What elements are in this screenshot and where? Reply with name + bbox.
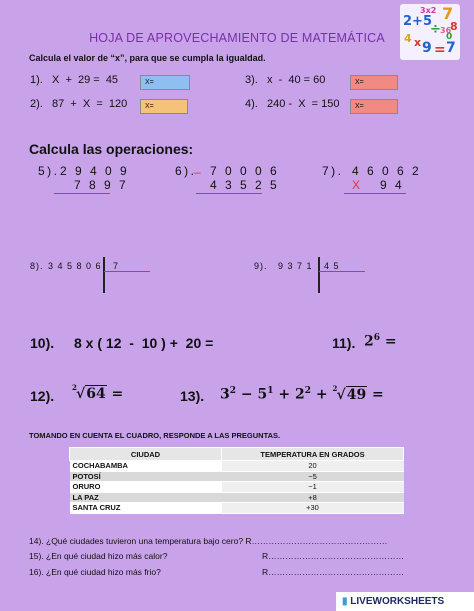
- temp-cell: 20: [222, 461, 404, 472]
- equation-4: 4). 240 - X = 150: [245, 98, 340, 110]
- ex-11-base: 2: [364, 333, 374, 350]
- op-6-number: 6).: [175, 164, 197, 178]
- minus-sign: _: [194, 160, 204, 174]
- ex-13-exp-2: 1: [267, 386, 274, 396]
- logo-glyph: x: [414, 36, 422, 49]
- city-cell: COCHABAMBA: [70, 461, 222, 472]
- div-8-divisor-line: [104, 271, 150, 272]
- op-5-result-line: [54, 193, 110, 194]
- liveworksheets-icon: ▮: [342, 596, 348, 607]
- answer-15[interactable]: R…………………………………………: [262, 551, 405, 561]
- temp-cell: +8: [222, 492, 404, 503]
- ex-13-op-3: +: [311, 386, 333, 403]
- question-14[interactable]: 14). ¿Qué ciudades tuvieron una temperatura bajo cero? R…………………………………………: [29, 536, 388, 546]
- ex-13-base-3: 2: [295, 386, 305, 403]
- equation-2: 2). 87 + X = 120: [30, 98, 128, 110]
- ex-10-expression: 8 x ( 12 - 10 ) + 20 =: [74, 335, 214, 351]
- ex-13-equals: =: [367, 386, 384, 403]
- operations-heading: Calcula las operaciones:: [29, 141, 194, 157]
- answer-box-1[interactable]: X=: [140, 75, 190, 90]
- op-7-result-line: [344, 193, 406, 194]
- logo-glyph: 4: [404, 32, 412, 45]
- answer-box-3[interactable]: X=: [350, 75, 398, 90]
- div-9-number: 9).: [254, 261, 268, 271]
- op-7-bottom: 9 4: [380, 178, 405, 192]
- div-8-bracket: [103, 257, 105, 293]
- div-8-divisor: 7: [113, 261, 120, 271]
- div-9-divisor: 4 5: [324, 261, 340, 271]
- ex-13-root: [332, 383, 368, 403]
- col-header-temp: TEMPERATURA EN GRADOS: [222, 448, 404, 461]
- question-16: 16). ¿En qué ciudad hizo más frio?: [29, 567, 161, 577]
- ex-13-expression: [220, 383, 384, 403]
- answer-box-2[interactable]: X=: [140, 99, 188, 114]
- op-5-top: 2 9 4 0 9: [60, 164, 130, 178]
- temperature-table: [69, 447, 404, 514]
- ex-13-base-1: 3: [220, 386, 230, 403]
- equation-3: 3). x - 40 = 60: [245, 74, 326, 86]
- div-9-divisor-line: [319, 271, 365, 272]
- ex-11-expression: [364, 333, 397, 350]
- div-8-dividend: 3 4 5 8 0 6: [48, 261, 102, 271]
- ex-13-label: 13).: [180, 388, 205, 404]
- logo-glyph: 3x2: [420, 6, 437, 15]
- ex-13-exp-1: 2: [229, 386, 237, 396]
- logo-glyph: 7: [442, 4, 454, 23]
- op-6-result-line: [196, 193, 262, 194]
- div-9-dividend: 9 3 7 1: [278, 261, 313, 271]
- ex-11-equals: =: [380, 333, 397, 350]
- ex-10-label: 10).: [30, 335, 55, 351]
- logo-glyph: 8: [450, 20, 458, 33]
- temp-cell: +30: [222, 503, 404, 514]
- table-row: [70, 492, 404, 503]
- answer-box-4[interactable]: X=: [350, 99, 398, 114]
- radical-icon: √: [76, 386, 86, 402]
- logo-glyph: =: [434, 42, 446, 58]
- multiply-sign: X: [352, 178, 363, 192]
- table-row: [70, 482, 404, 493]
- page-title: HOJA DE APROVECHAMIENTO DE MATEMÁTICA: [89, 31, 385, 45]
- op-6-bottom: 4 3 5 2 5: [210, 178, 280, 192]
- table-row: [70, 461, 404, 472]
- ex-11-exponent: 6: [373, 333, 381, 343]
- question-15: 15). ¿En qué ciudad hizo más calor?: [29, 551, 168, 561]
- op-7-top: 4 6 0 6 2: [352, 164, 422, 178]
- ex-11-label: 11).: [332, 335, 356, 351]
- ex-12-equals: =: [106, 386, 124, 402]
- col-header-city: CIUDAD: [70, 448, 222, 461]
- ex-13-root-index: 2: [332, 383, 338, 393]
- ex-12-root: [72, 383, 107, 402]
- op-7-number: 7).: [322, 164, 344, 178]
- ex-12-root-index: 2: [72, 383, 77, 392]
- ex-13-op-1: −: [236, 386, 258, 403]
- table-row: [70, 471, 404, 482]
- div-8-number: 8).: [30, 261, 44, 271]
- city-cell: SANTA CRUZ: [70, 503, 222, 514]
- ex-13-radicand: 49: [346, 386, 367, 403]
- div-9-bracket: [318, 257, 320, 293]
- table-instruction: TOMANDO EN CUENTA EL CUADRO, RESPONDE A LAS PREGUNTAS.: [29, 431, 281, 440]
- logo-glyph: ÷: [430, 22, 441, 37]
- city-cell: POTOSÍ: [70, 471, 222, 482]
- ex-13-base-2: 5: [257, 386, 268, 403]
- op-6-top: 7 0 0 0 6: [210, 164, 280, 178]
- logo-glyph: 7: [446, 40, 456, 56]
- op-5-number: 5).: [38, 164, 60, 178]
- radical-icon: √: [336, 386, 346, 403]
- ex-12-radicand: 64: [86, 386, 106, 402]
- ex-12-expression: [72, 383, 124, 402]
- city-cell: LA PAZ: [70, 492, 222, 503]
- temp-cell: −1: [222, 482, 404, 493]
- equation-1: 1). X + 29 = 45: [30, 74, 119, 86]
- city-cell: ORURO: [70, 482, 222, 493]
- ex-13-exp-3: 2: [304, 386, 312, 396]
- ex-12-label: 12).: [30, 388, 55, 404]
- temp-cell: −5: [222, 471, 404, 482]
- section1-instruction: Calcula el valor de “x”, para que se cumpla la igualdad.: [29, 53, 266, 63]
- logo-glyph: 9: [422, 40, 432, 56]
- logo-glyph: 0: [446, 32, 453, 42]
- logo-glyph: 2+5: [403, 14, 432, 29]
- logo-glyph: 36: [440, 26, 452, 35]
- liveworksheets-brand[interactable]: [336, 592, 474, 611]
- ex-13-op-2: +: [273, 386, 295, 403]
- brand-text: LIVEWORKSHEETS: [350, 596, 445, 607]
- op-5-bottom: 7 8 9 7: [74, 178, 129, 192]
- answer-16[interactable]: R…………………………………………: [262, 567, 405, 577]
- math-symbols-logo: [400, 4, 460, 60]
- table-row: [70, 503, 404, 514]
